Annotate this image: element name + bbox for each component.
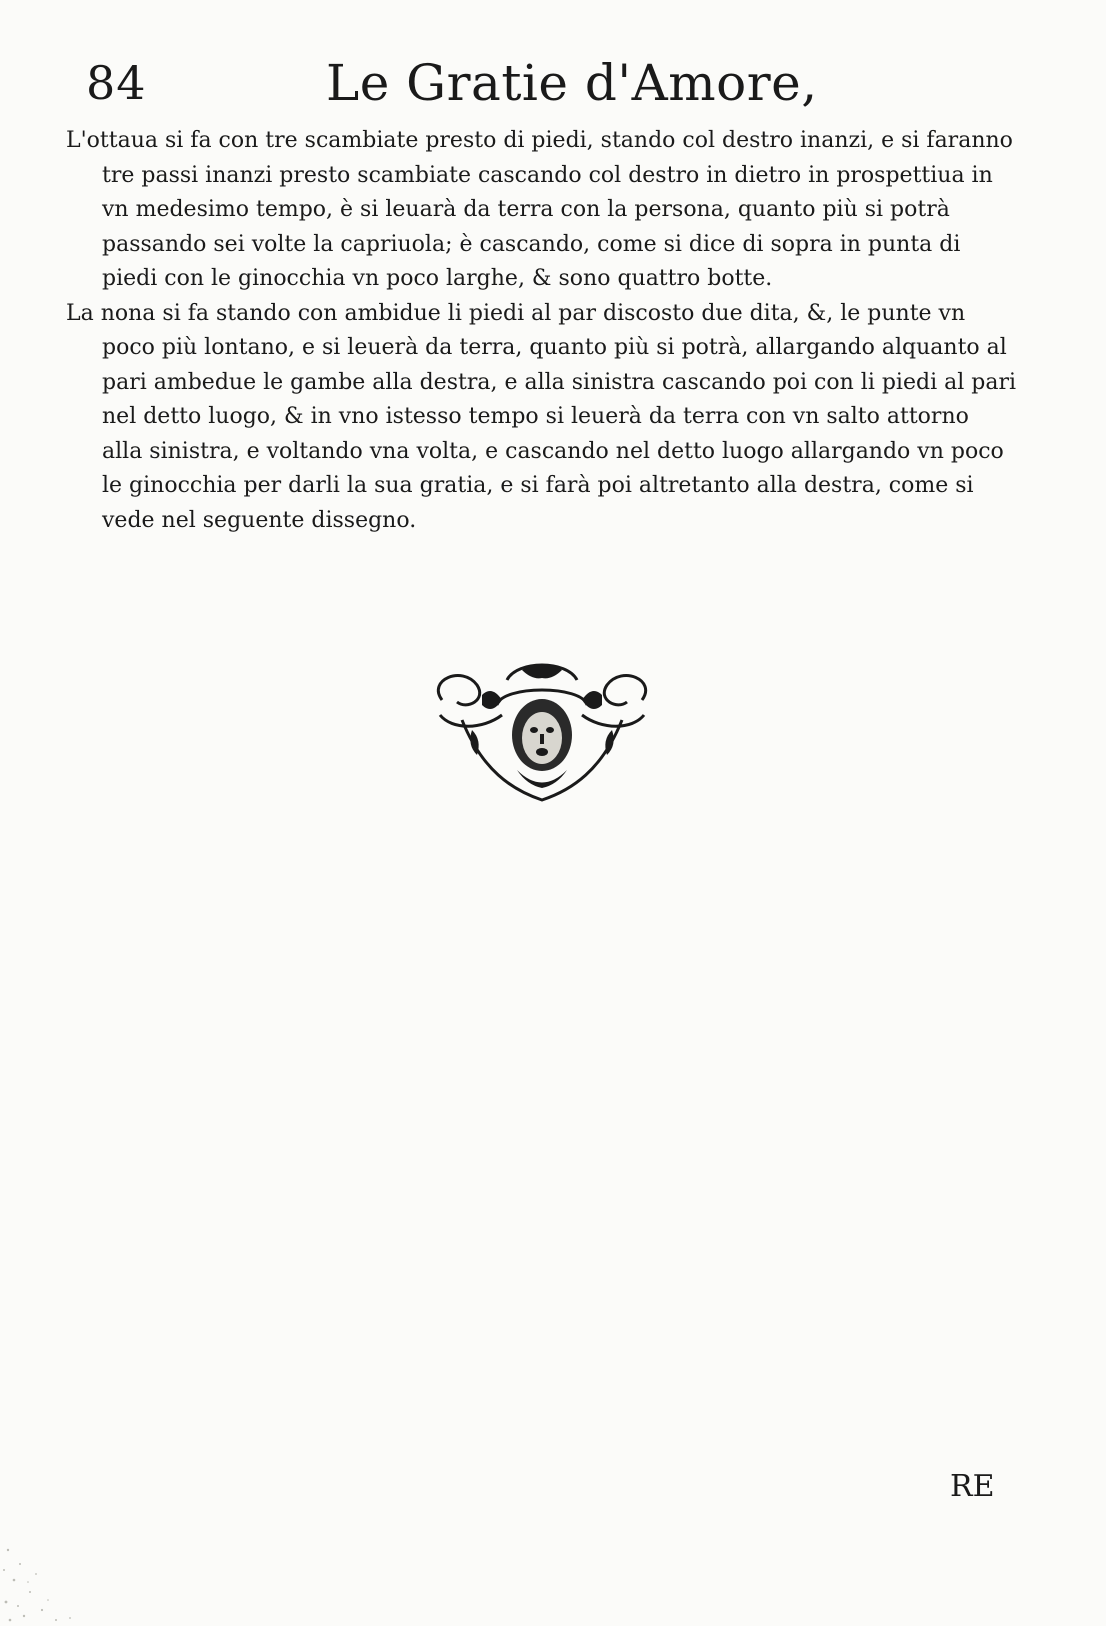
page-number: 84 (86, 56, 147, 110)
paragraph-ottaua: L'ottaua si fa con tre scambiate presto di piedi, stando col destro inanzi, e si faranno tre passi inanzi presto scambiate cascando col destro in dietro in prospettiua in vn medesimo tempo, è si leuarà da terra con la persona, quanto più si potrà passando sei volte la capriuola; è cascando, come si dice di sopra in punta di piedi con le ginocchia vn poco larghe, & sono quattro botte. (66, 128, 1013, 291)
grotesque-mask-ornament-icon (422, 660, 662, 810)
catchword: RE (950, 1469, 995, 1504)
paper-speckle-texture (0, 1530, 160, 1626)
body-text (66, 124, 1016, 538)
running-title: Le Gratie d'Amore, (326, 54, 818, 112)
paragraph-nona: La nona si fa stando con ambidue li piedi al par discosto due dita, &, le punte vn poco più lontano, e si leuerà da terra, quanto più si potrà, allargando alquanto al pari ambedue le gambe alla destra, e alla sinistra cascando poi con li piedi al pari nel detto luogo, & in vno istesso tempo si leuerà da terra con vn salto attorno alla sinistra, e voltando vna volta, e cascando nel detto luogo allargando vn poco le ginocchia per darli la sua gratia, e si farà poi altretanto alla destra, come si vede nel seguente dissegno. (66, 300, 1016, 533)
